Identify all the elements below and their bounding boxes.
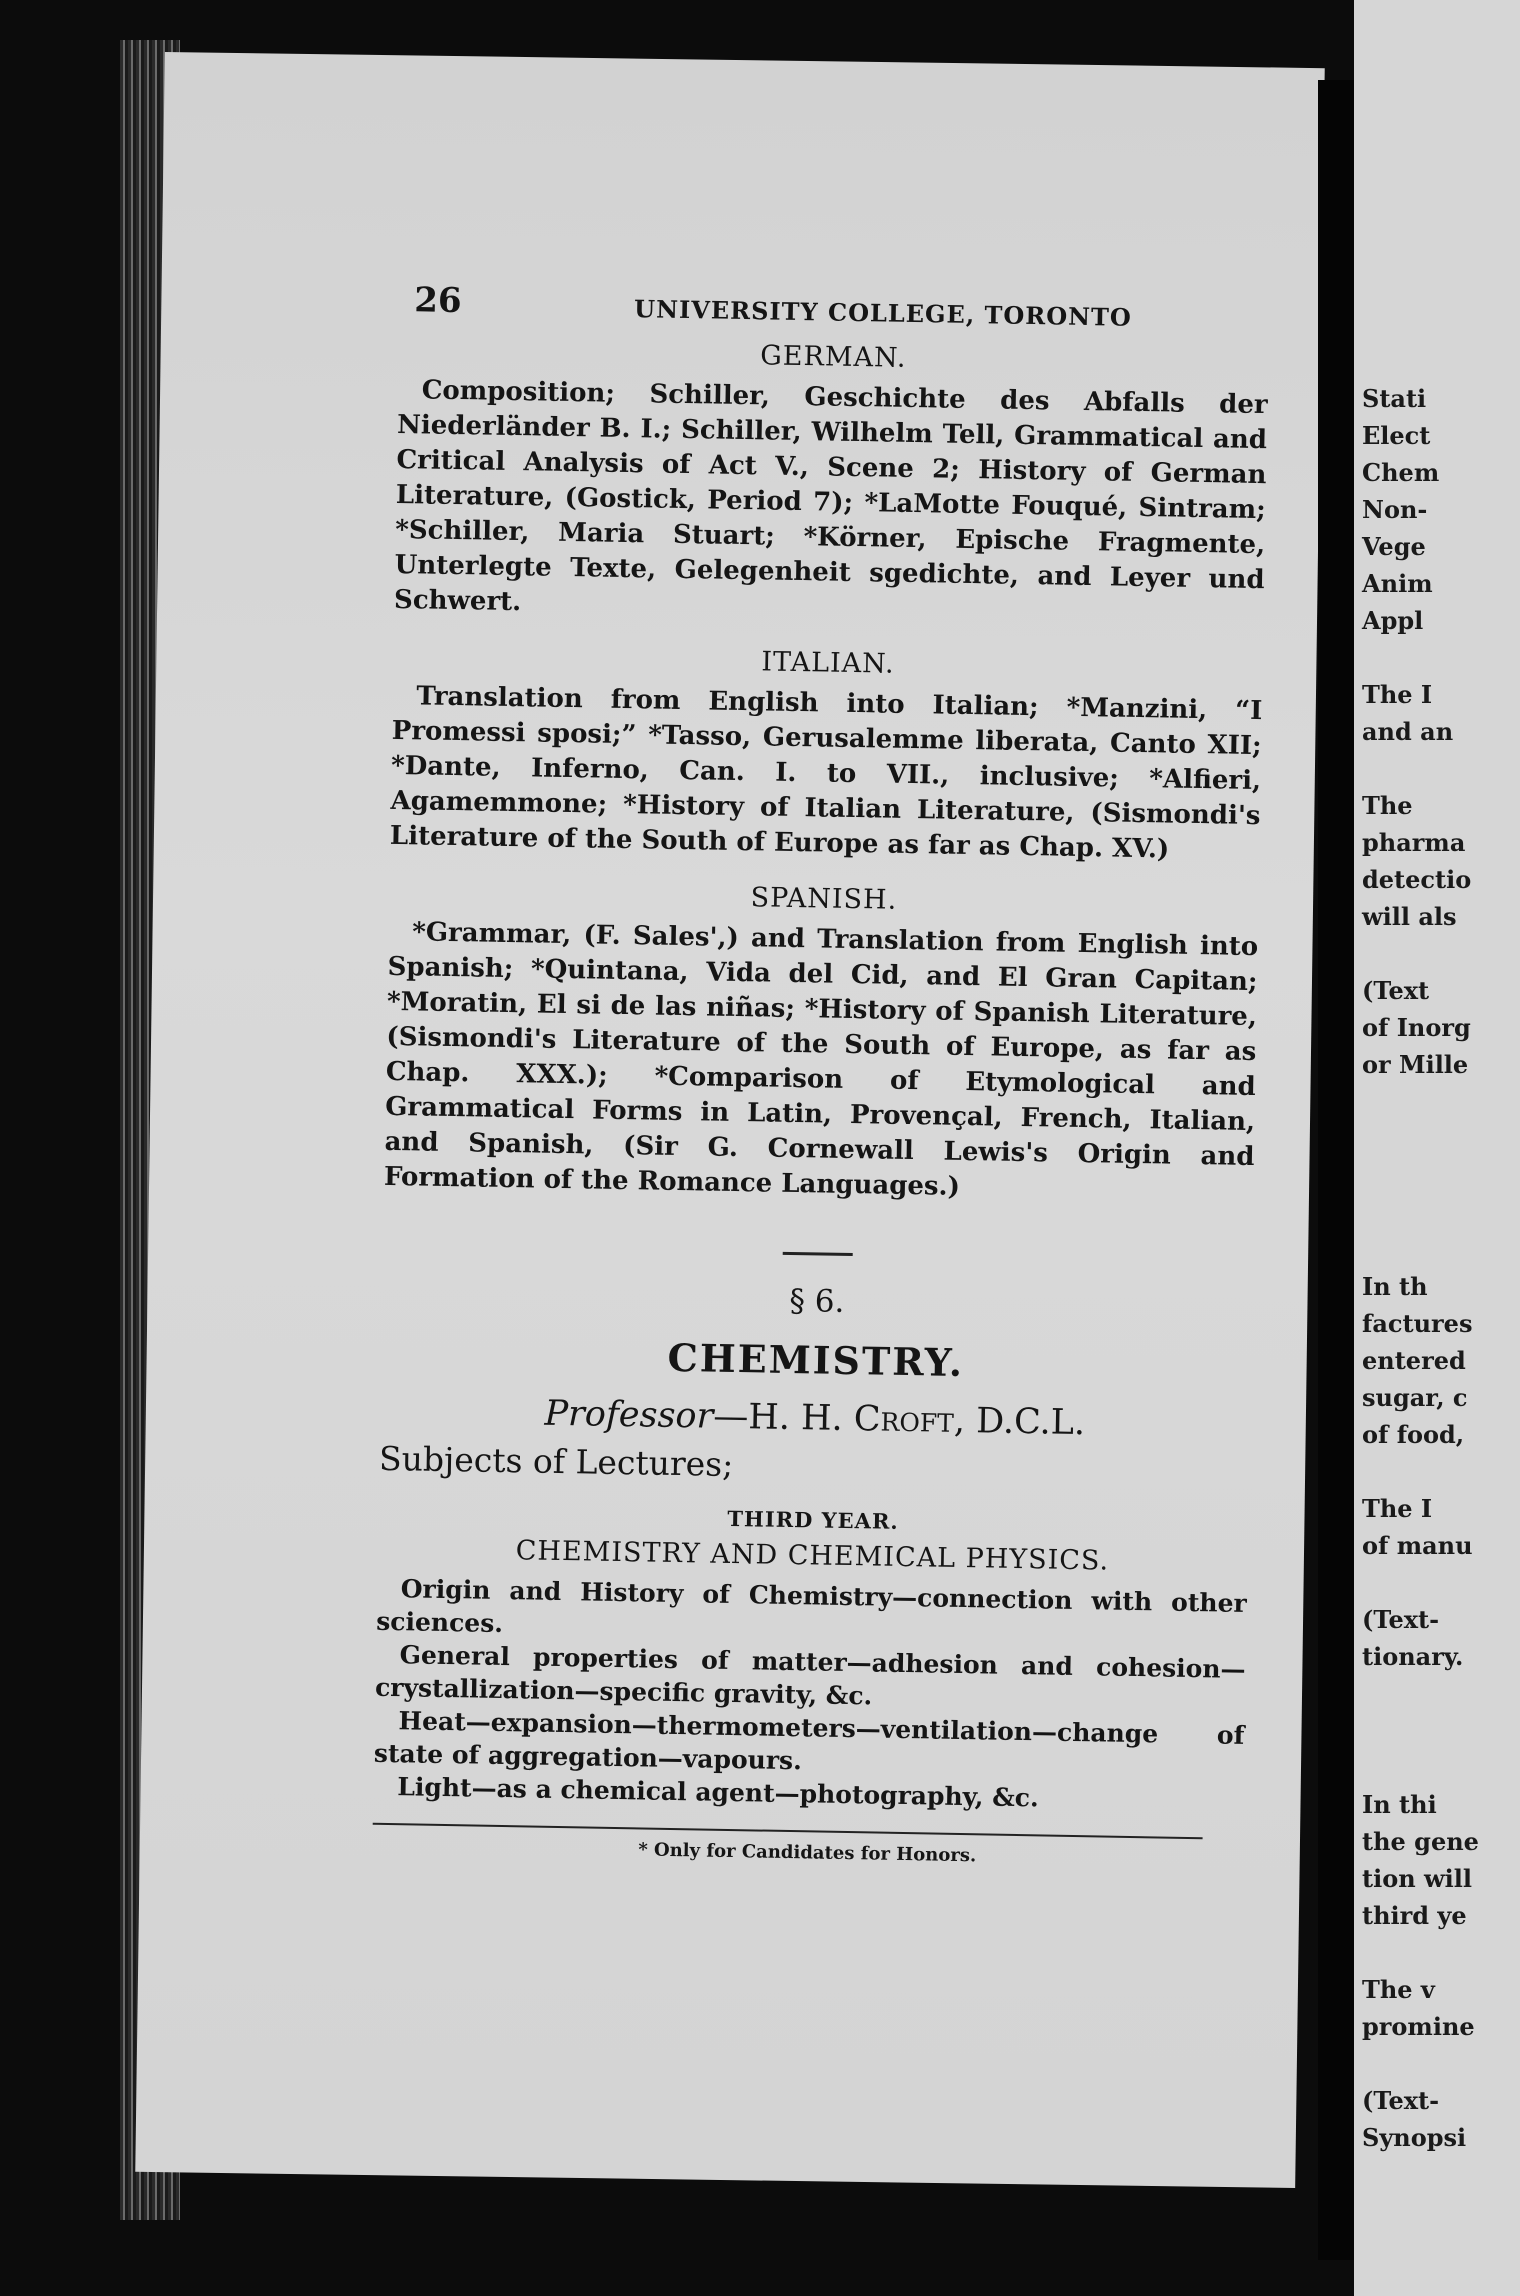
section-german [394, 334, 1269, 633]
facing-page-line: the gene [1362, 1827, 1479, 1856]
facing-page-line: third ye [1362, 1901, 1467, 1930]
section-heading: SPANISH. [750, 882, 898, 916]
facing-page-line [1362, 1675, 1479, 1712]
facing-page-line: entered [1362, 1346, 1466, 1375]
professor-name: —H. H. Croft, D.C.L. [712, 1396, 1086, 1444]
facing-page-line: In thi [1362, 1790, 1437, 1819]
facing-page-line: pharma [1362, 828, 1466, 857]
facing-page-line: The v [1362, 1975, 1435, 2004]
facing-page-line: tion will [1362, 1864, 1473, 1893]
section-italian [390, 640, 1264, 869]
facing-page-line [1362, 639, 1479, 676]
facing-page-line [1362, 1453, 1479, 1490]
facing-page-line: Stati [1362, 384, 1427, 413]
running-title: UNIVERSITY COLLEGE, TORONTO [633, 294, 1133, 332]
facing-page-line: In th [1362, 1272, 1428, 1301]
facing-page-line: (Text- [1362, 1605, 1440, 1634]
section-number: § 6. [789, 1282, 845, 1320]
section-heading: ITALIAN. [761, 646, 895, 680]
facing-page-line: Chem [1362, 458, 1440, 487]
facing-page-line: Anim [1362, 569, 1433, 598]
lecture-topic: Heat—expansion—thermometers—ventilation—change of state of aggregation—vapours. [373, 1706, 1245, 1776]
facing-page-line [1362, 1120, 1479, 1157]
facing-page-line: or Mille [1362, 1050, 1469, 1079]
lecture-topic: General properties of matter—adhesion and cohesion—crystallization—specific gravity, &c. [374, 1640, 1246, 1711]
footnote: * Only for Candidates for Honors. [638, 1839, 977, 1867]
section-heading: GERMAN. [759, 340, 907, 374]
facing-page-line: tionary. [1362, 1642, 1464, 1671]
subjects-label: Subjects of Lectures; [378, 1438, 734, 1484]
lecture-topic: Origin and History of Chemistry—connection with other sciences. [375, 1574, 1247, 1639]
professor-role: Professor [544, 1393, 714, 1437]
lecture-topic: Light—as a chemical agent—photography, &c. [397, 1772, 1039, 1813]
page-number: 26 [413, 280, 462, 322]
facing-page-line: of Inorg [1362, 1013, 1471, 1042]
sub-heading: CHEMISTRY AND CHEMICAL PHYSICS. [515, 1535, 1110, 1577]
section-divider [783, 1252, 853, 1256]
facing-page-line [1362, 1564, 1479, 1601]
section-chemistry [373, 1276, 1252, 1818]
facing-page-line: Elect [1362, 421, 1431, 450]
year-heading: THIRD YEAR. [727, 1505, 899, 1534]
facing-page-line [1362, 1083, 1479, 1120]
facing-page-line: sugar, c [1362, 1383, 1468, 1412]
facing-page-line [1362, 1194, 1479, 1231]
section-text: *Grammar, (F. Sales',) and Translation from English into Spanish; *Quintana, Vida del Cid, and El Gran Capitan; *Moratin, El si de las niñas; *History of Spanish Literature, (Sismondi's Literature of the South of Europe, as far as Chap. XXX.); *Comparison of Etymological and Grammatical Forms in Latin, Provençal, French, Italian, and Spanish, (Sir G. Cornewall Lewis's Origin and Formation of the Romance Languages.) [383, 917, 1259, 1202]
facing-page-line [1362, 935, 1479, 972]
chemistry-title: CHEMISTRY. [667, 1334, 965, 1386]
facing-page-line: of food, [1362, 1420, 1465, 1449]
facing-page-line: will als [1362, 902, 1457, 931]
facing-page-line [1362, 750, 1479, 787]
facing-page-line [1362, 1231, 1479, 1268]
facing-page-line [1362, 1749, 1479, 1786]
facing-page-line: Appl [1362, 606, 1424, 635]
facing-page-line: detectio [1362, 865, 1472, 894]
facing-page-line: Non- [1362, 495, 1428, 524]
facing-page-line: Vege [1362, 532, 1426, 561]
facing-page-line: (Text [1362, 976, 1430, 1005]
facing-page-line [1362, 1712, 1479, 1749]
facing-page-line: and an [1362, 717, 1454, 746]
facing-page-line: Synopsi [1362, 2123, 1467, 2152]
facing-page-line [1362, 1157, 1479, 1194]
facing-page-line [1362, 1934, 1479, 1971]
facing-page-line: The I [1362, 1494, 1433, 1523]
book-gutter [1318, 80, 1354, 2260]
facing-page-line: promine [1362, 2012, 1475, 2041]
facing-page-line: The I [1362, 680, 1433, 709]
facing-page-line: of manu [1362, 1531, 1473, 1560]
facing-page [1354, 0, 1520, 2296]
professor-line [380, 1391, 1251, 1446]
facing-page-text [1362, 380, 1479, 2156]
facing-page-line: (Text- [1362, 2086, 1440, 2115]
facing-page-line: The [1362, 791, 1413, 820]
facing-page-line: factures [1362, 1309, 1473, 1338]
facing-page-line [1362, 2045, 1479, 2082]
section-text: Composition; Schiller, Geschichte des Abfalls der Niederländer B. I.; Schiller, Wilhelm Tell, Grammatical and Critical Analysis of Act V., Scene 2; History of German Literature, (Gostick, Period 7); *LaMotte Fouqué, Sintram; *Schiller, Maria Stuart; *Körner, Epische Fragmente, Unterlegte Texte, Gelegenheit sgedichte, and Leyer und Schwert. [393, 375, 1268, 618]
section-spanish [384, 876, 1259, 1210]
page-content [372, 260, 1270, 1871]
section-text: Translation from English into Italian; *Manzini, “I Promessi sposi;” *Tasso, Gerusalemme liberata, Canto XII; *Dante, Inferno, Can. I. to VII., inclusive; *Alfieri, Agamemmone; *History of Italian Literature, (Sismondi's Literature of the South of Europe as far as Chap. XV.) [389, 681, 1263, 865]
